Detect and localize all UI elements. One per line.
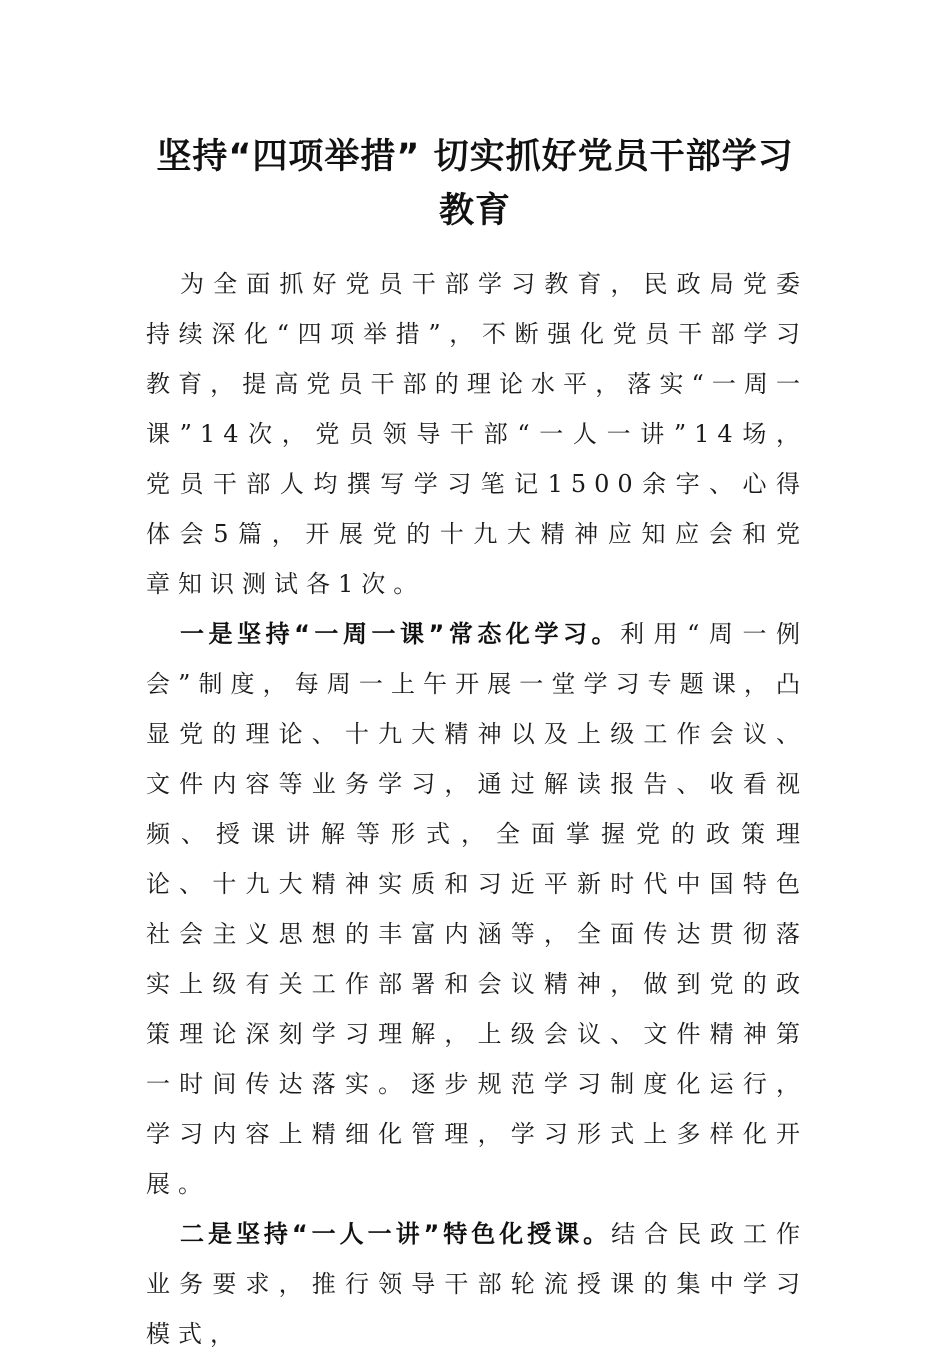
paragraph-lead: 一是坚持“一周一课”常态化学习。: [180, 620, 621, 648]
paragraph-text: 利用“周一例会”制度，每周一上午开展一堂学习专题课，凸显党的理论、十九大精神以及上级工作会议、文件内容等业务学习，通过解读报告、收看视频、授课讲解等形式，全面掌握党的政策理论、十九大精神实质和习近平新时代中国特色社会主义思想的丰富内涵等，全面传达贯彻落实上级有关工作部署和会议精神，做到党的政策理论深刻学习理解，上级会议、文件精神第一时间传达落实。逐步规范学习制度化运行，学习内容上精细化管理，学习形式上多样化开展。: [146, 620, 808, 1198]
paragraph-lead: 二是坚持“一人一讲”特色化授课。: [180, 1220, 612, 1248]
document-title: 坚持“四项举措” 切实抓好党员干部学习教育: [156, 137, 794, 231]
paragraph-text: 结合民政工作业务要求，推行领导干部轮流授课的集中学习模式，: [146, 1220, 809, 1348]
document-body: [146, 259, 808, 1359]
paragraph-one-person-lecture: [146, 1209, 808, 1359]
paragraph-weekly-lesson: [146, 609, 808, 1209]
paragraph-intro: [146, 259, 808, 609]
paragraph-text: 为全面抓好党员干部学习教育，民政局党委持续深化“四项举措”，不断强化党员干部学习教育，提高党员干部的理论水平，落实“一周一课”14次，党员领导干部“一人一讲”14场，党员干部人均撰写学习笔记1500余字、心得体会5篇，开展党的十九大精神应知应会和党章知识测试各1次。: [146, 270, 808, 598]
